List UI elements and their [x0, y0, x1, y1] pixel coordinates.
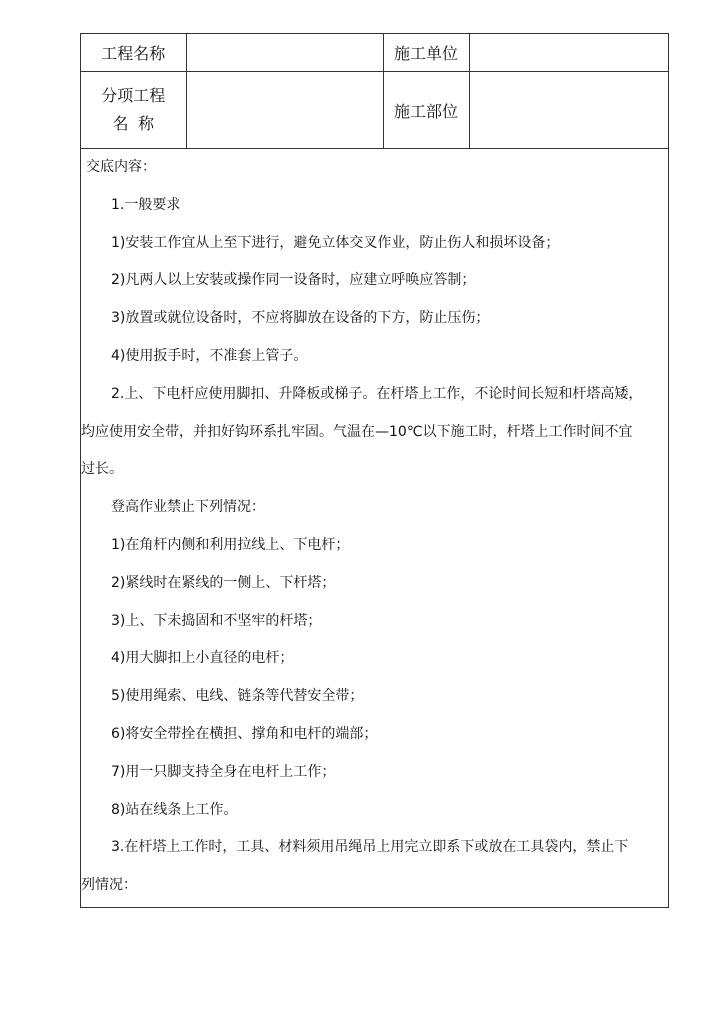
content-line: 过长。 — [81, 461, 123, 478]
content-heading: 交底内容： — [86, 159, 156, 175]
content-line: 1.一般要求 — [111, 196, 181, 213]
content-line: 列情况： — [81, 877, 137, 894]
content-line: 2)凡两人以上安装或操作同一设备时，应建立呼唤应答制； — [111, 272, 476, 289]
header-table — [81, 34, 668, 149]
content-line: 1)在角杆内侧和利用拉线上、下电杆； — [111, 536, 350, 553]
construction-part-label: 施工部位 — [383, 72, 469, 149]
subitem-name-value[interactable] — [186, 72, 383, 149]
content-line: 3)上、下未捣固和不坚牢的杆塔； — [111, 612, 322, 629]
content-line: 1)安装工作宜从上至下进行，避免立体交叉作业，防止伤人和损坏设备； — [111, 234, 560, 251]
disclosure-content — [81, 149, 668, 905]
disclosure-form — [80, 33, 669, 908]
content-line: 2)紧线时在紧线的一侧上、下杆塔； — [111, 574, 336, 591]
content-line: 8)站在线条上工作。 — [111, 801, 238, 818]
content-line: 4)用大脚扣上小直径的电杆； — [111, 650, 294, 667]
content-line: 均应使用安全带，并扣好钩环系扎牢固。气温在—10℃以下施工时，杆塔上工作时间不宜 — [81, 423, 633, 440]
project-name-label: 工程名称 — [81, 34, 186, 72]
content-line: 3)放置或就位设备时，不应将脚放在设备的下方，防止压伤； — [111, 310, 490, 327]
content-line: 4)使用扳手时，不准套上管子。 — [111, 347, 308, 364]
content-line: 登高作业禁止下列情况： — [111, 499, 265, 516]
subitem-label-line1: 分项工程 — [101, 86, 166, 105]
construction-unit-value[interactable] — [469, 34, 668, 72]
content-line: 5)使用绳索、电线、链条等代替安全带； — [111, 688, 364, 705]
subitem-label-line2: 名称 — [112, 114, 164, 133]
content-line: 7)用一只脚支持全身在电杆上工作； — [111, 763, 336, 780]
content-line: 6)将安全带拴在横担、撑角和电杆的端部； — [111, 725, 378, 742]
content-line: 3.在杆塔上工作时，工具、材料须用吊绳吊上用完立即系下或放在工具袋内，禁止下 — [111, 839, 629, 856]
subitem-name-label — [81, 72, 186, 149]
project-name-value[interactable] — [186, 34, 383, 72]
construction-unit-label: 施工单位 — [383, 34, 469, 72]
content-line: 2.上、下电杆应使用脚扣、升降板或梯子。在杆塔上工作，不论时间长短和杆塔高矮， — [111, 385, 643, 402]
construction-part-value[interactable] — [469, 72, 668, 149]
